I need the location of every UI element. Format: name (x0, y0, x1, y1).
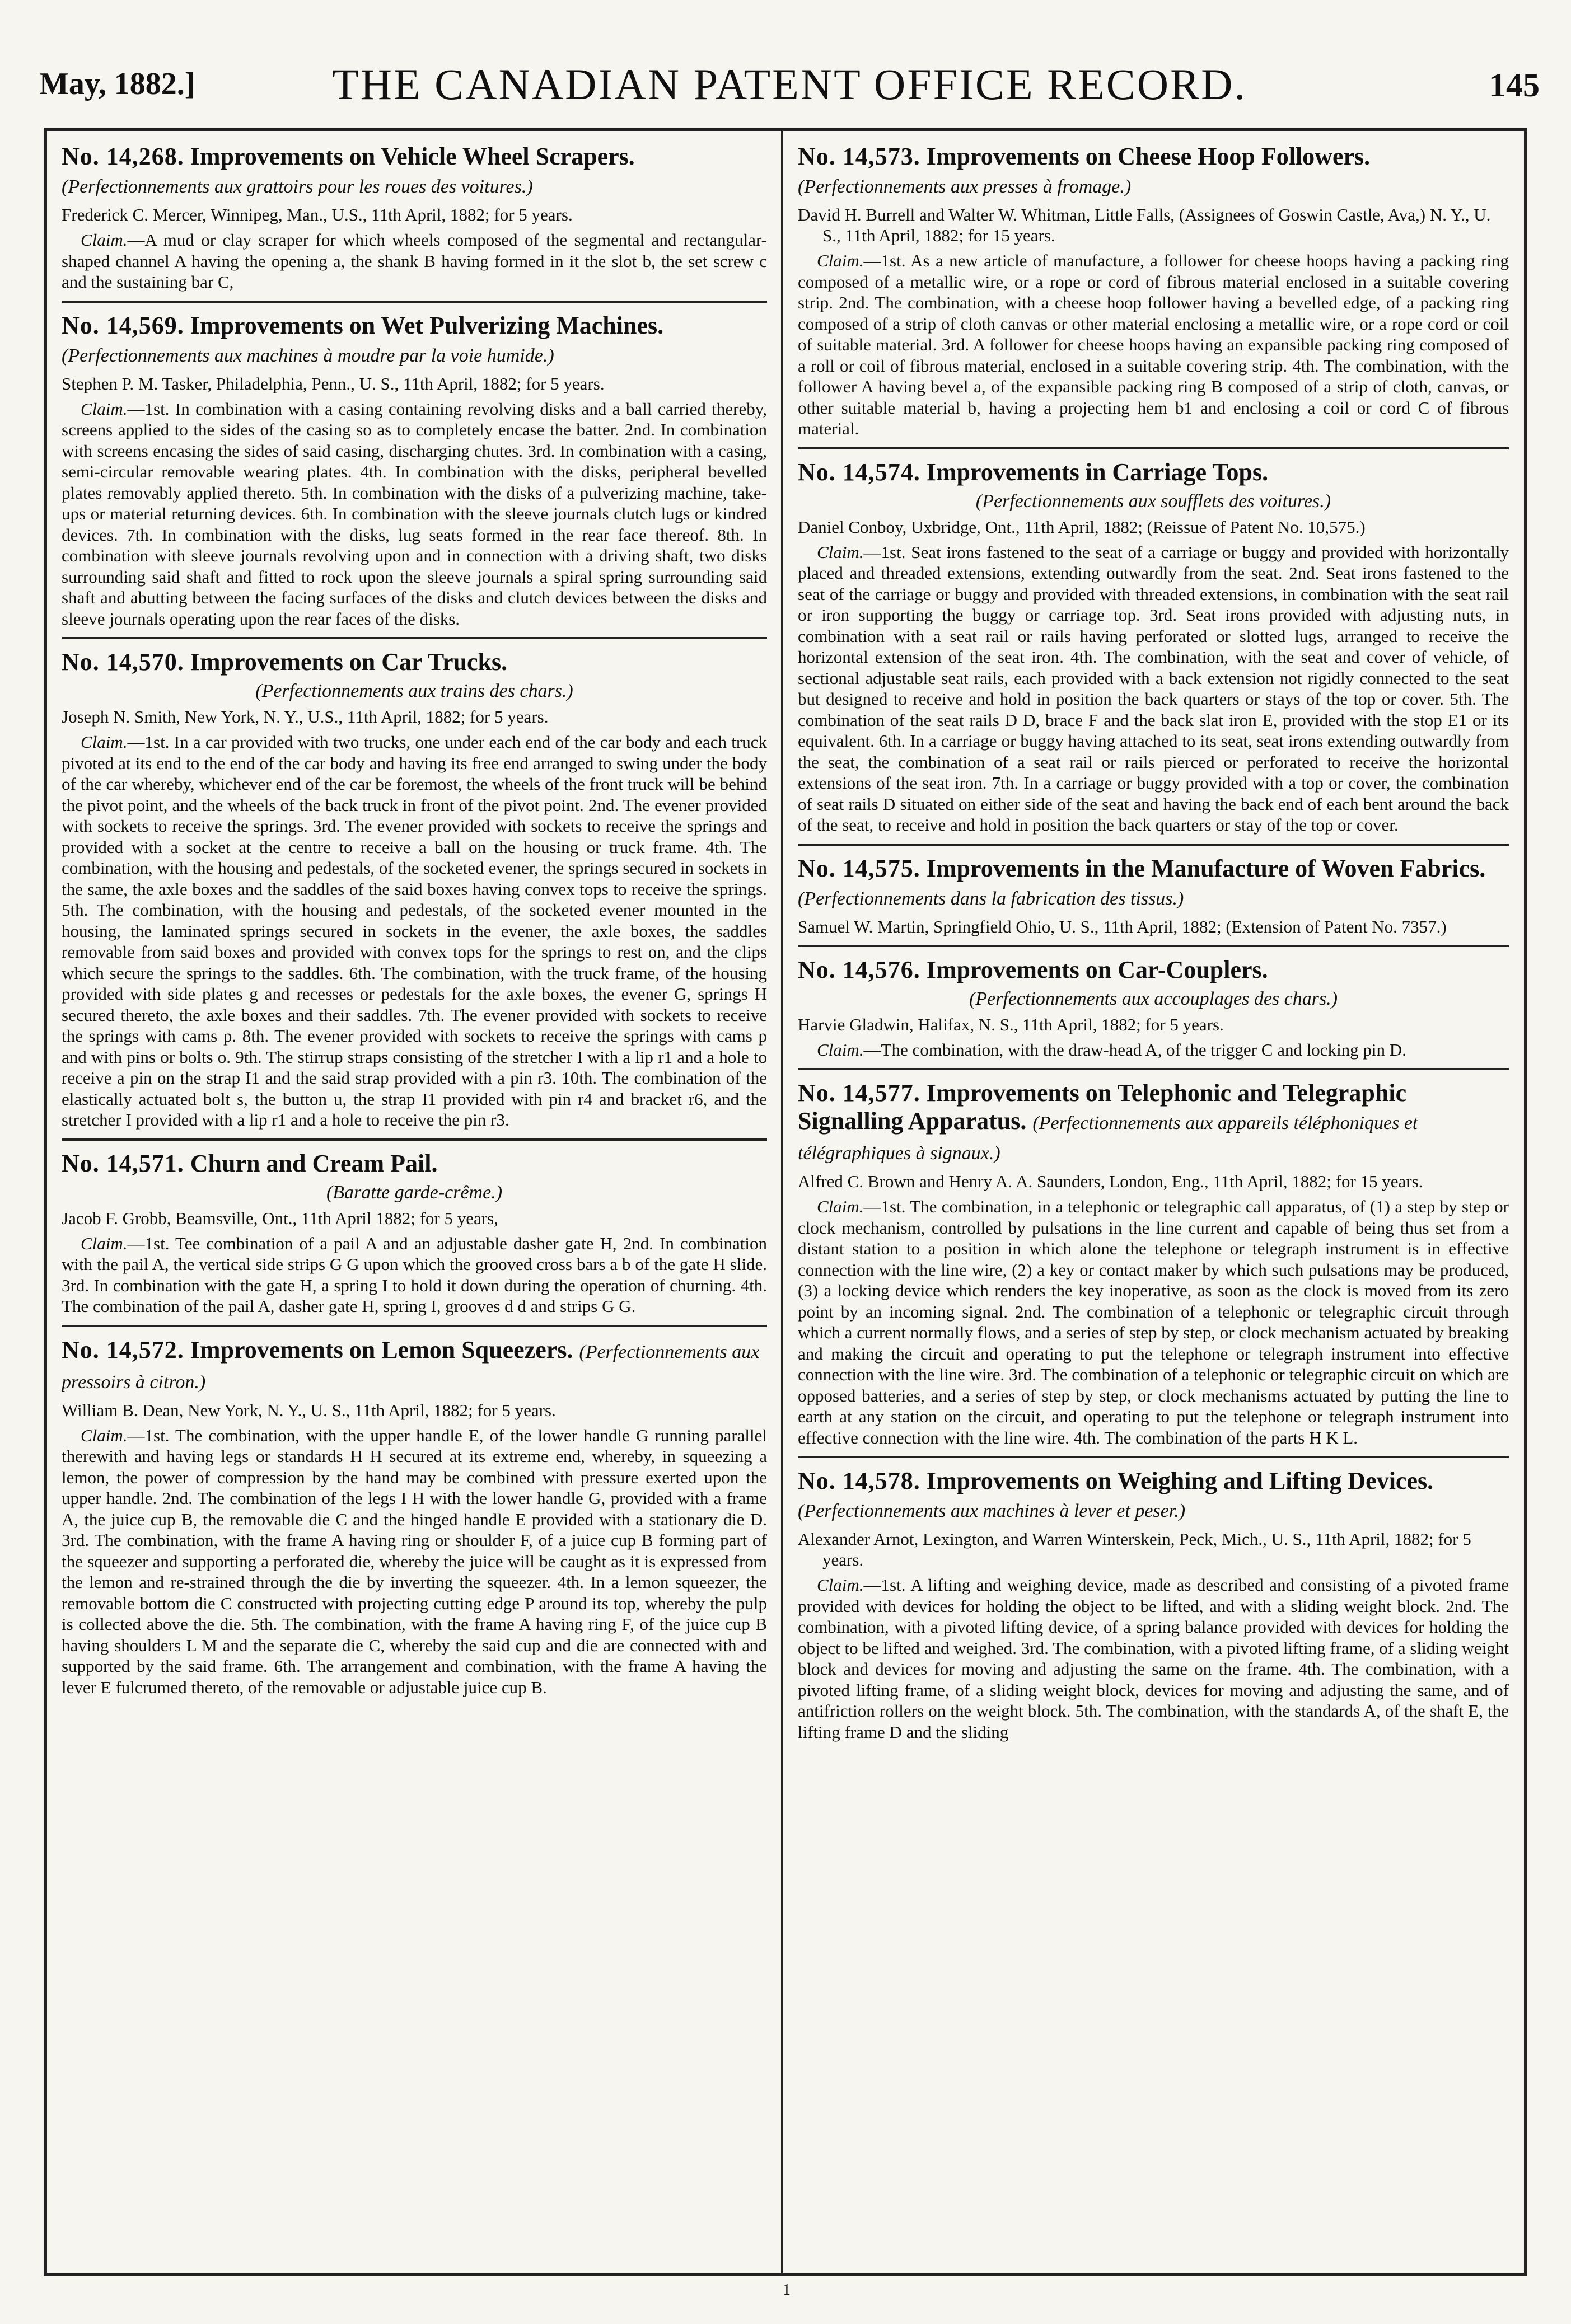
entry-divider (798, 447, 1509, 449)
patent-title: Churn and Cream Pail. (190, 1149, 438, 1177)
patent-title: Improvements on Car-Couplers. (926, 955, 1268, 983)
entry-divider (798, 945, 1509, 947)
patent-heading (798, 1467, 1509, 1525)
patentee-line: Daniel Conboy, Uxbridge, Ont., 11th April, 1882; (Reissue of Patent No. 10,575.) (798, 517, 1366, 537)
left-column (62, 143, 767, 2264)
right-column (798, 143, 1509, 2264)
claim-label: Claim. (81, 230, 128, 250)
patentee-line: Jacob F. Grobb, Beamsville, Ont., 11th April 1882; for 5 years, (62, 1208, 498, 1228)
claim-label: Claim. (817, 1197, 864, 1216)
claim-text (798, 1196, 1509, 1448)
french-title: (Perfectionnements aux presses à fromage.) (798, 176, 1132, 197)
patent-heading (62, 312, 767, 370)
french-title: (Baratte garde-crême.) (326, 1182, 503, 1203)
patentee-line: Joseph N. Smith, New York, N. Y., U.S., 11th April, 1882; for 5 years. (62, 707, 549, 727)
claim-label: Claim. (81, 1425, 128, 1445)
patent-heading (798, 143, 1509, 201)
patent-title: Improvements on Telephonic and Telegraphic Signalling Apparatus. (798, 1079, 1407, 1135)
entry-divider (798, 844, 1509, 846)
patent-title: Improvements on Car Trucks. (190, 648, 508, 676)
claim-text (798, 1575, 1509, 1742)
entry-divider (62, 637, 767, 639)
claim-body: —1st. The combination, in a telephonic or telegraphic call apparatus, of (1) a step by step or clock mechanism, controlled by pulsations in the line current and capable of being thus set from a distant station to a position in which alone the telephone or telegraph instrument is in effective connection with the line wire, (2) a key or contact maker by which such pulsations may be produced, (3) a locking device which renders the key inoperative, as soon as the clock is moved from its zero point by an incoming signal. 2nd. The combination of a telephonic or telegraphic circuit through which a current normally flows, and a series of step by step, or clock mechanism actuated by breaking and making the circuit and operating to put the telephone or telegraph instrument into effective connection with the line wire. 3rd. The combination of a telephonic or telegraphic circuit on which are opposed batteries, and a series of step by step, or clock mechanisms actuated by putting the line to earth at any station on the circuit, and operating to put the telephone or telegraph instrument into effective connection with the line wire. 4th. The combination of the parts H K L. (798, 1197, 1509, 1447)
french-title: (Perfectionnements aux machines à lever et peser.) (798, 1501, 1186, 1521)
patent-number: No. 14,570. (62, 648, 184, 676)
patent-heading (798, 1079, 1509, 1168)
patent-heading (62, 648, 767, 676)
patent-number: No. 14,576. (798, 955, 920, 983)
patent-entry (62, 1336, 767, 1698)
patent-heading (62, 1336, 767, 1397)
claim-text (62, 229, 767, 293)
patentee-line: Alexander Arnot, Lexington, and Warren Winterskein, Peck, Mich., U. S., 11th April, 1882; for 5 years. (798, 1529, 1471, 1569)
french-title: (Perfectionnements aux trains des chars.) (255, 681, 573, 701)
patentee-line: Frederick C. Mercer, Winnipeg, Man., U.S., 11th April, 1882; for 5 years. (62, 205, 573, 224)
claim-text (62, 1425, 767, 1698)
french-title: (Perfectionnements aux accouplages des chars.) (969, 988, 1338, 1009)
patent-entry (62, 312, 767, 630)
patent-title: Improvements on Wet Pulverizing Machines. (190, 311, 664, 339)
footer-mark: 1 (783, 2281, 791, 2299)
patent-entry (798, 458, 1509, 836)
french-title: (Perfectionnements aux machines à moudre par la voie humide.) (62, 345, 554, 366)
patent-title: Improvements in Carriage Tops. (926, 458, 1269, 486)
patent-heading (62, 1150, 767, 1178)
patent-title: Improvements on Vehicle Wheel Scrapers. (190, 143, 635, 170)
claim-label: Claim. (817, 542, 864, 562)
patent-number: No. 14,577. (798, 1079, 920, 1107)
patentee-line: Stephen P. M. Tasker, Philadelphia, Penn., U. S., 11th April, 1882; for 5 years. (62, 373, 605, 393)
page-number: 145 (1489, 67, 1540, 104)
issue-date: May, 1882.] (39, 67, 195, 101)
claim-label: Claim. (81, 1233, 128, 1253)
entry-divider (62, 1325, 767, 1327)
patent-number: No. 14,578. (798, 1467, 920, 1494)
entry-divider (62, 1138, 767, 1141)
patent-title: Improvements on Weighing and Lifting Devices. (926, 1467, 1434, 1494)
page-header (39, 56, 1540, 118)
patentee-line: Alfred C. Brown and Henry A. A. Saunders, London, Eng., 11th April, 1882; for 15 years. (798, 1172, 1423, 1191)
patent-entry (798, 1079, 1509, 1448)
patent-heading (798, 956, 1509, 984)
entry-divider (798, 1456, 1509, 1458)
patent-number: No. 14,573. (798, 143, 920, 170)
publication-title: THE CANADIAN PATENT OFFICE RECORD. (332, 60, 1247, 109)
patent-number: No. 14,572. (62, 1336, 184, 1364)
claim-label: Claim. (817, 251, 864, 270)
claim-body: —1st. The combination, with the upper handle E, of the lower handle G running parallel therewith and having legs or standards H H secured at its extreme end, whereby, in squeezing a lemon, the power of compression by the hand may be combined with pressure exerted upon the upper handle. 2nd. The combination of the legs I H with the lower handle G, provided with a frame A, the juice cup B, the removable die C and the hinged handle E provided with a stationary die D. 3rd. The combination, with the frame A having ring or shoulder F, of a juice cup B forming part of the squeezer and supporting a perforated die, whereby the juice will be caught as it is expressed from the lemon and re-strained through the die by inverting the squeezer. 4th. In a lemon squeezer, the removable bottom die C constructed with projecting cutting edge P around its top, whereby the pulp is collected above the die. 5th. The combination, with the frame A having ring F, of the juice cup B having shoulders L M and the separate die C, whereby the said cup and die are connected with and supported by the said frame. 6th. The arrangement and combination, with the frame A having the lever E fulcrumed thereto, of the removable or adjustable juice cup B. (62, 1425, 767, 1697)
french-title: (Perfectionnements dans la fabrication des tissus.) (798, 888, 1184, 909)
french-title: (Perfectionnements aux appareils téléphoniques et télégraphiques à signaux.) (798, 1113, 1418, 1164)
patent-entry (62, 143, 767, 293)
patent-heading (62, 143, 767, 201)
patent-title: Improvements on Cheese Hoop Followers. (926, 143, 1371, 170)
claim-body: —1st. As a new article of manufacture, a follower for cheese hoops having a packing ring composed of a metallic wire, or a rope or cord of fibrous material enclosed in a suitable covering strip. 2nd. The combination, with a cheese hoop follower having a bevelled edge, of a packing ring composed of a strip of cloth canvas or other material enclosing a metallic wire, or a rope cord or coil of suitable material. 3rd. A follower for cheese hoops having an expansible packing ring composed of a roll or coil of fibrous material, enclosed in a suitable covering strip. 4th. The combination, with the follower A having bevel a, of the expansible packing ring B composed of a strip of cloth, canvas, or other suitable material b, having a projecting hem b1 and enclosing a coil or cord C of fibrous material. (798, 251, 1509, 438)
patentee-line: Harvie Gladwin, Halifax, N. S., 11th April, 1882; for 5 years. (798, 1014, 1224, 1034)
claim-body: —1st. In a car provided with two trucks, one under each end of the car body and each truck pivoted at its end to the end of the car body and having its free end arranged to swing under the body of the car whereby, whichever end of the car be foremost, the wheels of the front truck will be behind the pivot point, and the wheels of the back truck in front of the pivot point. 2nd. The evener provided with sockets to receive the springs. 3rd. The evener provided with sockets to receive the springs and provided with a socket at the centre to receive a ball on the housing or truck frame. 4th. The combination, with the housing and pedestals, of the socketed evener, the springs secured in sockets in the same, the axle boxes and the saddles of the said boxes having convex tops to receive the springs. 5th. The combination, with the housing and pedestals, of the socketed evener mounted in the housing, the laminated springs secured in sockets in the evener, the axle boxes, the saddles removable from said boxes and provided with convex tops for the springs to rest on, and the clips which secure the springs to the saddles. 6th. The combination, with the truck frame, of the housing provided with side plates g and recesses or pedestals for the axle boxes, the evener G, springs H secured thereto, the axle boxes and their saddles. 7th. The evener provided with sockets to receive the springs with cams p. 8th. The evener provided with sockets to receive the springs with cams p and with pins or bolts o. 9th. The stirrup straps consisting of the stretcher I with a lip r1 and a hole to receive a pin on the strap I1 and the said strap provided with a pin r3. 10th. The combination of the elastically actuated bolt s, the button u, the strap I1 provided with pin r4 and bracket r6, and the stretcher I provided with a lip r1 and a hole to receive the pin r3. (62, 732, 767, 1130)
patent-number: No. 14,575. (798, 854, 920, 882)
claim-body: —1st. Tee combination of a pail A and an adjustable dasher gate H, 2nd. In combination with the pail A, the vertical side strips G G upon which the grooved cross bars a b of the gate H slide. 3rd. In combination with the gate H, a spring I to hold it down during the operation of churning. 4th. The combination of the pail A, dasher gate H, spring I, grooves d d and strips G G. (62, 1233, 767, 1316)
patent-number: No. 14,574. (798, 458, 920, 486)
claim-label: Claim. (81, 399, 128, 419)
claim-body: —1st. A lifting and weighing device, made as described and consisting of a pivoted frame provided with devices for holding the object to be lifted, and with a sliding weight block. 2nd. The combination, with a pivoted lifting device, of a spring balance provided with devices for holding the object to be lifted and weighed. 3rd. The combination, with a pivoted lifting frame, of a sliding weight block and devices for moving and adjusting the same on the frame. 4th. The combination, with a pivoted lifting frame, of a sliding weight block, devices for moving and adjusting the same, and of antifriction rollers on the weight block. 5th. The combination, with the standards A, of the shaft E, the lifting frame D and the sliding (798, 1575, 1509, 1742)
patent-entry (798, 143, 1509, 439)
patent-title: Improvements on Lemon Squeezers. (190, 1336, 573, 1364)
claim-text (62, 399, 767, 630)
french-title: (Perfectionnements aux pressoirs à citron.) (62, 1341, 760, 1393)
patent-entry (798, 1467, 1509, 1742)
patent-entry (62, 648, 767, 1131)
claim-body: —A mud or clay scraper for which wheels composed of the segmental and rectangular-shaped channel A having the opening a, the shank B having formed in it the slot b, the set screw c and the sustaining bar C, (62, 230, 767, 292)
patentee-line: William B. Dean, New York, N. Y., U. S., 11th April, 1882; for 5 years. (62, 1400, 556, 1420)
entry-divider (798, 1068, 1509, 1070)
claim-text (798, 542, 1509, 836)
patent-heading (798, 458, 1509, 486)
patent-heading (798, 855, 1509, 913)
french-title: (Perfectionnements aux soufflets des voitures.) (975, 490, 1331, 512)
patent-title: Improvements in the Manufacture of Woven Fabrics. (926, 854, 1486, 882)
entry-divider (62, 301, 767, 303)
claim-label: Claim. (817, 1575, 864, 1595)
patent-number: No. 14,569. (62, 311, 184, 339)
claim-text (62, 1233, 767, 1317)
patent-entry (62, 1150, 767, 1317)
claim-text (62, 732, 767, 1131)
claim-text (798, 250, 1509, 439)
claim-body: —1st. In combination with a casing containing revolving disks and a ball carried thereby, screens applied to the sides of the casing so as to completely encase the batter. 2nd. In combination with screens encasing the sides of said casing, discharging chutes. 3rd. In combination with a casing, semi-circular removable wearing plates. 4th. In combination with the disks, peripheral bevelled plates removably applied thereto. 5th. In combination with the disks of a pulverizing machine, take-ups or material returning devices. 6th. In combination with the sleeve journals clutch lugs or kindred devices. 7th. In combination with the disks, lug seats formed in the rear face thereof. 8th. In combination with sleeve journals revolving upon and in connection with a driving shaft, two disks surrounding said shaft and fitted to rock upon the sleeve journals a spiral spring surrounding said shaft and abutting between the facing surfaces of the disks and clutch devices between the disks and sleeve journals operating upon the rear faces of the disks. (62, 399, 767, 629)
french-title: (Perfectionnements aux grattoirs pour les roues des voitures.) (62, 176, 533, 197)
claim-body: —The combination, with the draw-head A, of the trigger C and locking pin D. (863, 1039, 1406, 1060)
claim-body: —1st. Seat irons fastened to the seat of a carriage or buggy and provided with horizontally placed and threaded extensions, extending outwardly from the seat. 2nd. Seat irons fastened to the seat of the carriage or buggy and provided with threaded extensions, in combination with the seat rail or iron supporting the buggy or carriage top. 3rd. Seat irons provided with adjusting nuts, in combination with a seat rail or rails having perforated or slotted lugs, arranged to receive the horizontal extension of the seat iron. 4th. The combination, with the seat and cover of vehicle, of sectional adjustable seat rails, each provided with a back extension not rigidly connected to the seat but designed to receive and hold in position the back quarters or stays of the top or cover. 5th. The combination of the seat rails D D, brace F and the back slat iron E, provided with the stop E1 or its equivalent. 6th. In a carriage or buggy having attached to its seat, seat irons extending outwardly from the seat, the combination of a seat rail or rails pierced or perforated to receive the horizontal extensions of the seat iron. 7th. In a carriage or buggy provided with a top or cover, the combination of seat rails D situated on either side of the seat and having the back end of each bent around the back of the seat, to receive and hold in position the back quarters or stay of the top or cover. (798, 542, 1509, 835)
claim-text (798, 1039, 1509, 1061)
patentee-line: Samuel W. Martin, Springfield Ohio, U. S., 11th April, 1882; (Extension of Patent No. 7357.) (798, 916, 1447, 936)
patent-entry (798, 956, 1509, 1061)
patentee-line: David H. Burrell and Walter W. Whitman, Little Falls, (Assignees of Goswin Castle, Ava,) N. Y., U. S., 11th April, 1882; for 15 years. (798, 205, 1491, 245)
column-divider (781, 128, 783, 2276)
patent-entry (798, 855, 1509, 937)
claim-label: Claim. (817, 1039, 864, 1060)
patent-number: No. 14,268. (62, 143, 184, 170)
claim-label: Claim. (81, 732, 128, 752)
patent-number: No. 14,571. (62, 1149, 184, 1177)
